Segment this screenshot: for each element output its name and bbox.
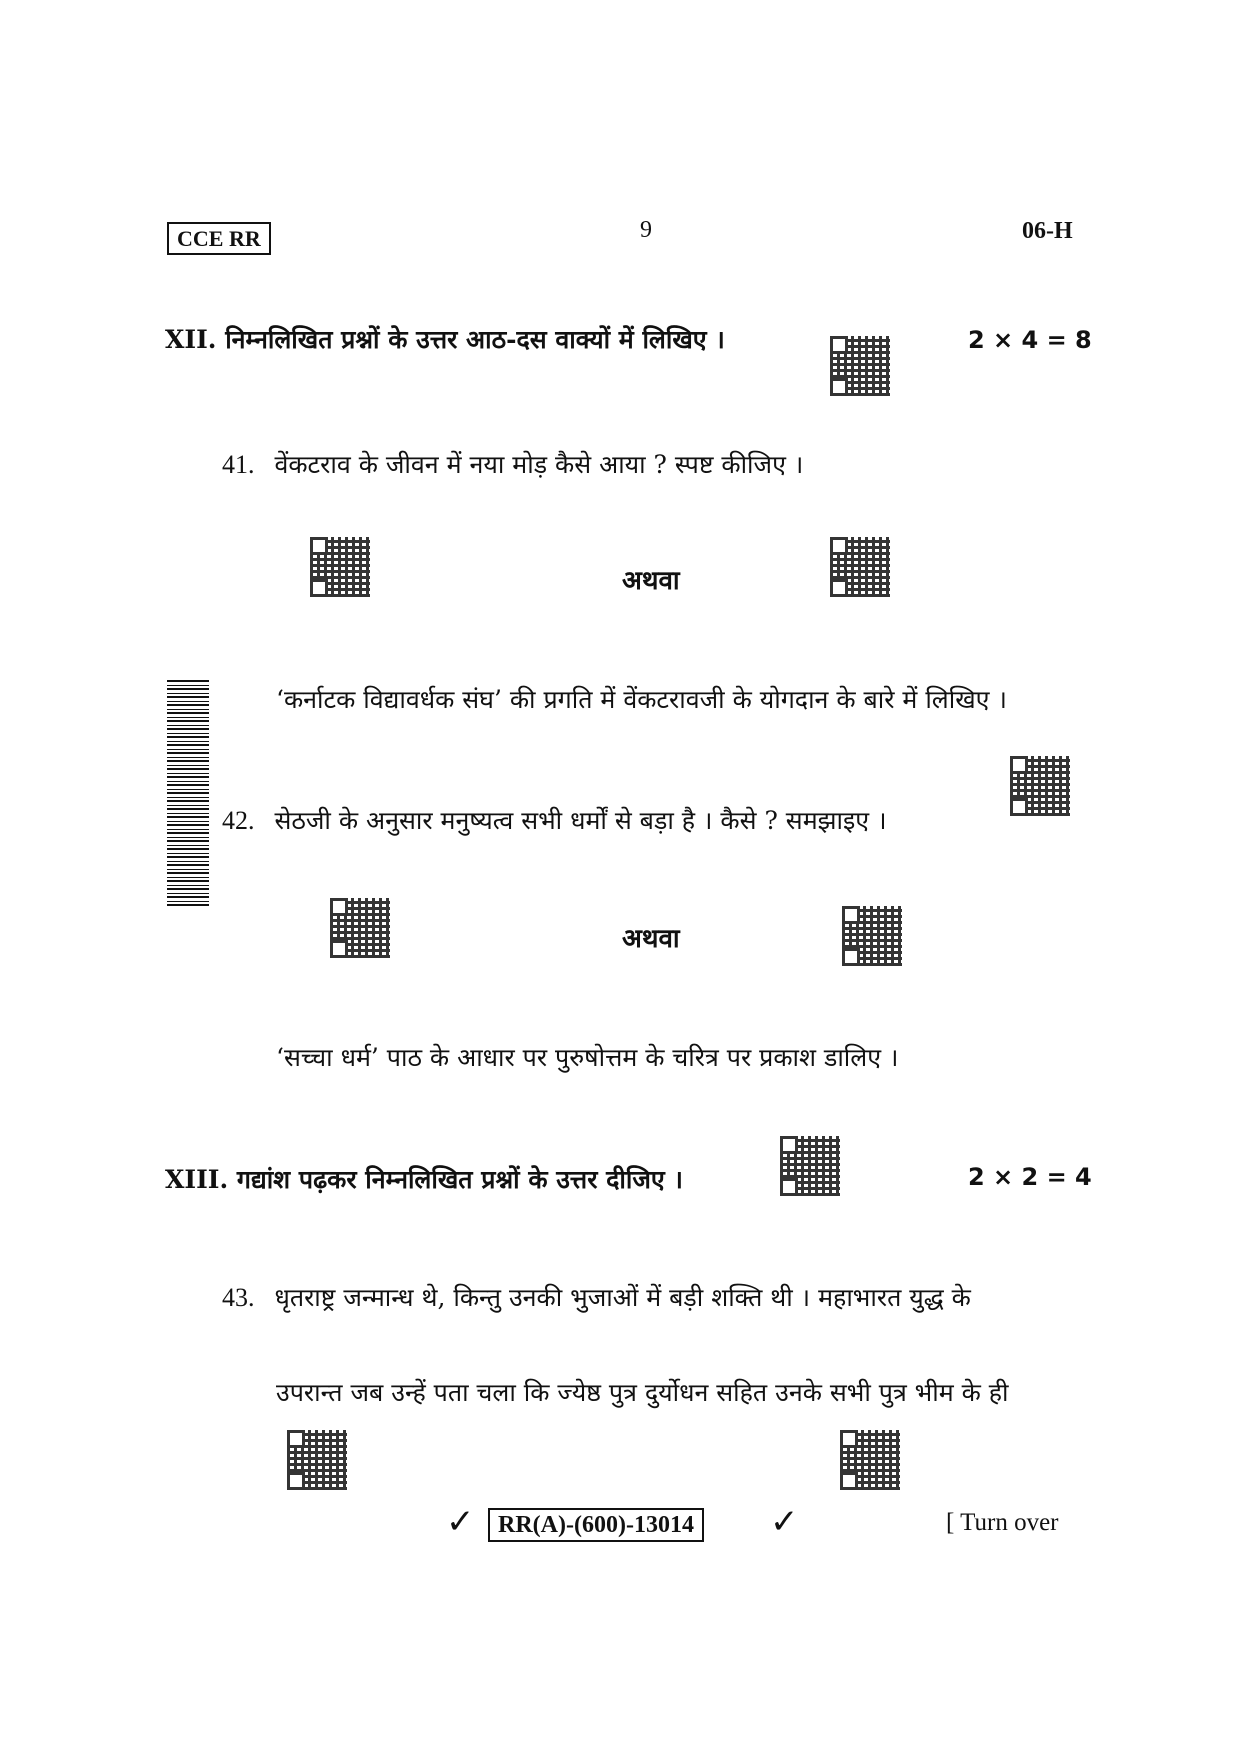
section-xiii-title: XIII. गद्यांश पढ़कर निम्नलिखित प्रश्नों के उत्तर दीजिए । (165, 1165, 683, 1194)
question-text: सेठजी के अनुसार मनुष्यत्व सभी धर्मों से बड़ा है । कैसे ? समझाइए । (274, 806, 887, 835)
section-xii-marks: 2 × 4 = 8 (968, 326, 1092, 354)
section-xii-title: XII. निम्नलिखित प्रश्नों के उत्तर आठ-दस वाक्यों में लिखिए । (165, 325, 725, 354)
question-43 (222, 1280, 971, 1314)
qr-code-icon (840, 1430, 900, 1490)
or-label: अथवा (622, 566, 680, 596)
barcode-icon (167, 678, 209, 906)
passage-line-1: धृतराष्ट्र जन्मान्ध थे, किन्तु उनकी भुजाओं में बड़ी शक्ति थी । महाभारत युद्ध के (274, 1283, 971, 1312)
qr-code-icon (830, 336, 890, 396)
page-number: 9 (640, 217, 652, 243)
qr-code-icon (1010, 756, 1070, 816)
question-number: 41. (222, 450, 255, 479)
qr-code-icon (780, 1136, 840, 1196)
qr-code-icon (330, 898, 390, 958)
qr-code-icon (310, 537, 370, 597)
or-label: अथवा (622, 924, 680, 954)
question-number: 42. (222, 806, 255, 835)
question-text: वेंकटराव के जीवन में नया मोड़ कैसे आया ? स्पष्ट कीजिए । (274, 450, 804, 479)
check-mark-icon: ✓ (770, 1502, 799, 1542)
qr-code-icon (830, 537, 890, 597)
question-number: 43. (222, 1283, 255, 1312)
paper-code: 06-H (1022, 218, 1073, 244)
header-code: CCE RR (167, 222, 271, 255)
qr-code-icon (287, 1430, 347, 1490)
question-42-alternative: ‘सच्चा धर्म’ पाठ के आधार पर पुरुषोत्तम के चरित्र पर प्रकाश डालिए । (276, 1043, 899, 1072)
passage-line-2: उपरान्त जब उन्हें पता चला कि ज्येष्ठ पुत्र दुर्योधन सहित उनके सभी पुत्र भीम के ही (276, 1378, 1009, 1407)
qr-code-icon (842, 906, 902, 966)
question-41-alternative: ‘कर्नाटक विद्यावर्धक संघ’ की प्रगति में वेंकटरावजी के योगदान के बारे में लिखिए । (276, 685, 1007, 714)
question-41 (222, 447, 803, 481)
check-mark-icon: ✓ (446, 1502, 475, 1542)
turn-over-label: [ Turn over (946, 1509, 1059, 1536)
section-xiii-marks: 2 × 2 = 4 (968, 1163, 1092, 1191)
question-42 (222, 803, 887, 837)
footer-code: RR(A)-(600)-13014 (488, 1508, 704, 1542)
